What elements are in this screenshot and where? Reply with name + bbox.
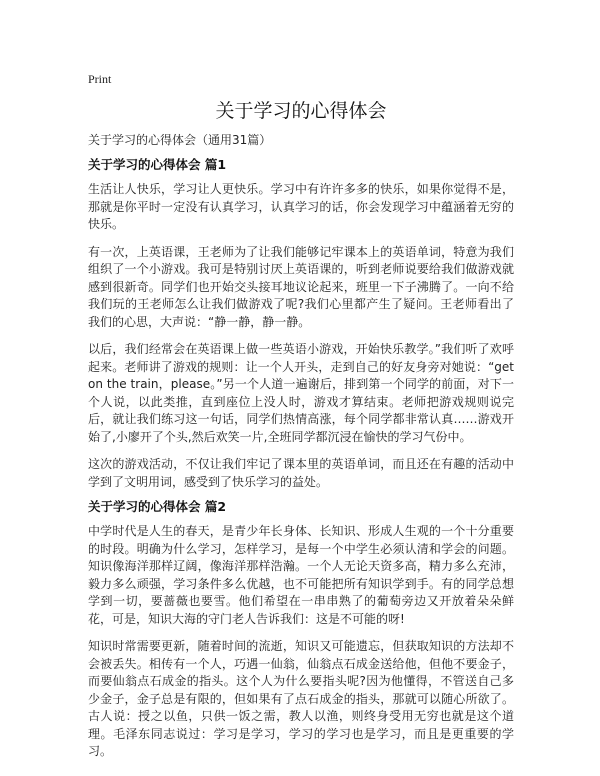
document-title: 关于学习的心得体会 xyxy=(215,100,387,122)
section-2 xyxy=(88,498,514,761)
paragraph: 以后，我们经常会在英语课上做一些英语小游戏，开始快乐教学。”我们听了欢呼起来。老师讲了游戏的规则：让一个人开头，走到自己的好友身旁对她说：“get on the train，please。”另一个人道一遍谢后，排到第一个同学的前面，对下一个人说，以此类推，直到座位上没人时，游戏才算结束。老师把游戏规则说完后，就让我们练习这一句话，同学们热情高涨，每个同学都非常认真……游戏开始了,小廖开了个头,然后欢笑一片,全班同学都沉浸在愉快的学习气份中。 xyxy=(88,342,514,444)
print-label[interactable]: Print xyxy=(88,72,112,86)
paragraph: 生活让人快乐，学习让人更快乐。学习中有许许多多的快乐，如果你觉得不是，那就是你平时一定没有认真学习，认真学习的话，你会发现学习中蕴涵着无穷的快乐。 xyxy=(88,182,514,231)
section-heading: 关于学习的心得体会 篇1 xyxy=(88,157,227,172)
section-1 xyxy=(88,156,514,491)
paragraph: 中学时代是人生的春天，是青少年长身体、长知识、形成人生观的一个十分重要的时段。明确为什么学习，怎样学习，是每一个中学生必须认清和学会的问题。知识像海洋那样辽阔，像海洋那样浩瀚。一个人无论天资多高，精力多么充沛，毅力多么顽强，学习条件多么优越，也不可能把所有知识学到手。有的同学总想学到一切，要蔷薇也要雪。他们希望在一串串熟了的葡萄旁边又开放着朵朵鲜花，可是，知识大海的守门老人告诉我们：这是不可能的呀! xyxy=(88,524,514,626)
paragraph: 知识时常需要更新，随着时间的流逝，知识又可能遗忘，但获取知识的方法却不会被丢失。相传有一个人，巧遇一仙翁，仙翁点石成金送给他，但他不要金子，而要仙翁点石成金的指头。这个人为什么要指头呢?因为他懂得，不管送自己多少金子，金子总是有限的，但如果有了点石成金的指头，那就可以随心所欲了。古人说：授之以鱼，只供一饭之需，教人以渔，则终身受用无穷也就是这个道理。毛泽东同志说过：学习是学习，学习的学习也是学习，而且是更重要的学习。 xyxy=(88,639,514,758)
document-page xyxy=(88,70,514,761)
document-subtitle: 关于学习的心得体会（通用31篇） xyxy=(88,133,272,147)
paragraph: 有一次，上英语课，王老师为了让我们能够记牢课本上的英语单词，特意为我们组织了一个小游戏。我可是特别讨厌上英语课的，听到老师说要给我们做游戏就感到很新奇。同学们也开始交头接耳地议论起来，班里一下子沸腾了。一向不给我们玩的王老师怎么让我们做游戏了呢?我们心里都产生了疑问。王老师看出了我们的心思，大声说：“静一静，静一静。 xyxy=(88,244,514,329)
paragraph: 这次的游戏活动，不仅让我们牢记了课本里的英语单词，而且还在有趣的活动中学到了文明用词，感受到了快乐学习的益处。 xyxy=(88,457,514,489)
section-heading: 关于学习的心得体会 篇2 xyxy=(88,499,227,514)
